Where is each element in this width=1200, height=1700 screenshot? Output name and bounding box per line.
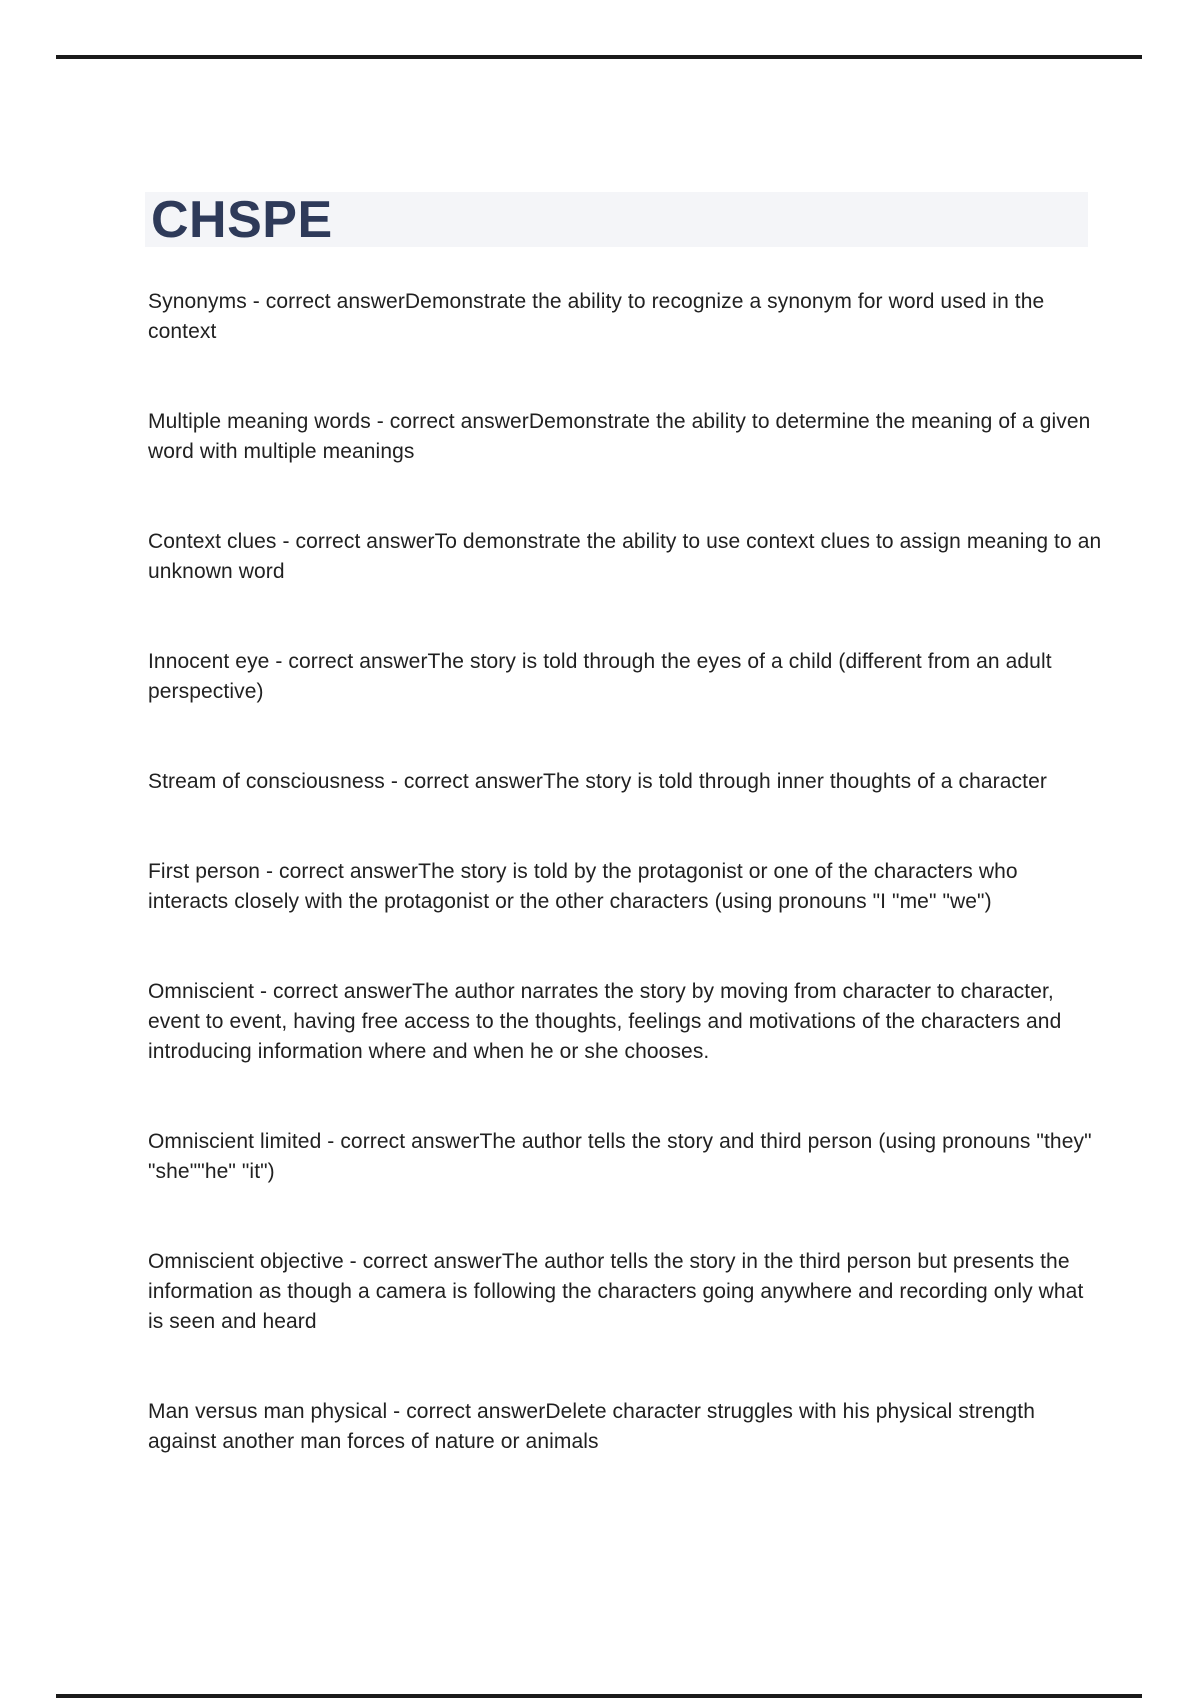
- document-page: [145, 192, 1105, 1457]
- term: Synonyms: [148, 290, 247, 313]
- definition: To demonstrate the ability to use context clues to assign meaning to an unknown word: [148, 530, 1102, 583]
- term: Omniscient: [148, 980, 255, 1003]
- answer-marker: - correct answer: [260, 860, 419, 883]
- bottom-rule: [56, 1694, 1142, 1698]
- flashcard: [148, 527, 1102, 587]
- answer-marker: - correct answer: [246, 290, 405, 313]
- definition: The story is told through inner thoughts of a character: [543, 770, 1047, 793]
- title-bar: [145, 192, 1088, 247]
- flashcard-list: [148, 287, 1102, 1457]
- top-rule: [56, 55, 1142, 59]
- flashcard: [148, 1127, 1102, 1187]
- flashcard: [148, 287, 1102, 347]
- definition: Demonstrate the ability to determine the meaning of a given word with multiple meanings: [148, 410, 1091, 463]
- flashcard: [148, 767, 1102, 797]
- term: First person: [148, 860, 261, 883]
- definition: The story is told through the eyes of a child (different from an adult perspective): [148, 650, 1052, 703]
- flashcard: [148, 647, 1102, 707]
- answer-marker: - correct answer: [370, 410, 529, 433]
- page-title: CHSPE: [151, 190, 333, 249]
- flashcard: [148, 977, 1102, 1067]
- answer-marker: - correct answer: [384, 770, 543, 793]
- answer-marker: - correct answer: [276, 530, 435, 553]
- definition: The story is told by the protagonist or one of the characters who interacts closely with the protagonist or the other characters (using pronouns "I "me" "we"): [148, 860, 1018, 913]
- term: Stream of consciousness: [148, 770, 385, 793]
- term: Omniscient limited: [148, 1130, 322, 1153]
- definition: The author tells the story in the third person but presents the information as though a camera is following the characters going anywhere and recording only what is seen and heard: [148, 1250, 1084, 1333]
- definition: The author narrates the story by moving from character to character, event to event, having free access to the thoughts, feelings and motivations of the characters and introducing information where and when he or she chooses.: [148, 980, 1062, 1063]
- definition: The author tells the story and third person (using pronouns "they" "she""he" "it"): [148, 1130, 1092, 1183]
- answer-marker: - correct answer: [343, 1250, 502, 1273]
- term: Man versus man physical: [148, 1400, 388, 1423]
- flashcard: [148, 407, 1102, 467]
- answer-marker: - correct answer: [269, 650, 428, 673]
- flashcard: [148, 1397, 1102, 1457]
- answer-marker: - correct answer: [387, 1400, 546, 1423]
- flashcard: [148, 1247, 1102, 1337]
- term: Innocent eye: [148, 650, 270, 673]
- answer-marker: - correct answer: [254, 980, 413, 1003]
- answer-marker: - correct answer: [321, 1130, 480, 1153]
- term: Multiple meaning words: [148, 410, 371, 433]
- term: Omniscient objective: [148, 1250, 344, 1273]
- definition: Delete character struggles with his physical strength against another man forces of nature or animals: [148, 1400, 1036, 1453]
- term: Context clues: [148, 530, 277, 553]
- flashcard: [148, 857, 1102, 917]
- definition: Demonstrate the ability to recognize a synonym for word used in the context: [148, 290, 1045, 343]
